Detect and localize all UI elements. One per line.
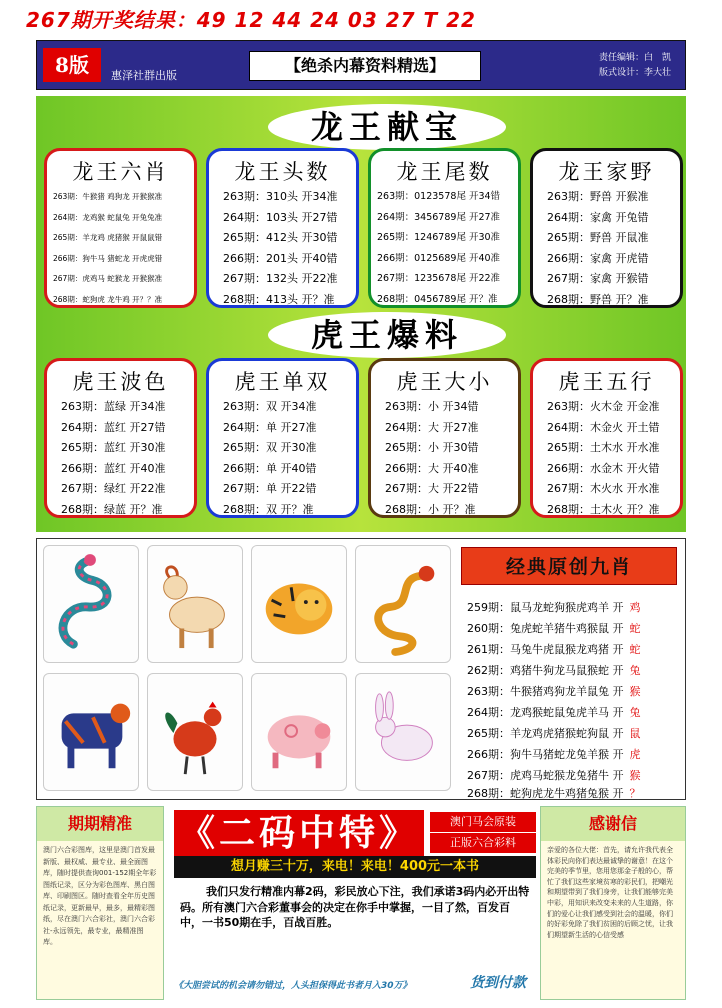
box-tiger-odd-even xyxy=(206,358,359,518)
list-item: 263期：牛猴猪鸡狗龙羊鼠兔 开 猴 xyxy=(467,685,641,698)
list-item: 267期：家禽 开猴错 xyxy=(547,272,649,285)
list-item: 264期：单 开27准 xyxy=(223,420,317,434)
ad-block xyxy=(170,806,536,1000)
ad-paragraph: 我们只发行精准内幕2码，彩民放心下注，我们承诺3码内必开出特码。所有澳门六合彩董事会的决定在你手中掌握，一目了然，百发百中，一书50期在手，百战百胜。 xyxy=(180,885,530,929)
ox-icon xyxy=(43,673,139,791)
list-item: 264期：龙鸡猴蛇鼠兔虎羊马 开 兔 xyxy=(467,706,641,719)
list-item: 264期：蓝红 开27错 xyxy=(61,420,166,434)
rooster-icon xyxy=(147,673,243,791)
list-item: 263期：野兽 开猴准 xyxy=(547,190,649,203)
box-title: 虎王单双 xyxy=(234,370,331,394)
thanks-column xyxy=(540,806,686,1000)
list-item: 266期：单 开40错 xyxy=(223,461,317,475)
list-item: 266期：大 开40准 xyxy=(385,461,479,475)
designer-label: 版式设计：李大壮 xyxy=(599,68,672,78)
list-item: 266期：蓝红 开40准 xyxy=(61,461,166,475)
box-tiger-elements xyxy=(530,358,683,518)
box-dragon-head xyxy=(206,148,359,308)
gallery-text: 澳门六合彩图库，这里是澳门首发最新版、最权威、最专业、最全面图库，随时提供查询001-152期全年彩图纸记录，区分为彩色图库、黑白图库、印刷图区。随时查看全年历史图纸记录，更新最早，最多，最精彩图纸，尽在澳门六合彩社，澳门六合彩社-永远领先，最专业，最精准图库。 xyxy=(43,846,157,946)
list-item: 268期：野兽 开？准 xyxy=(547,292,649,306)
publisher-label: 惠泽社群出版 xyxy=(111,69,177,82)
list-item: 263期：0123578尾 开34错 xyxy=(377,191,501,202)
list-item: 263期：牛猴猪 鸡狗龙 开猴猴准 xyxy=(53,192,163,201)
box-title: 虎王五行 xyxy=(558,370,655,394)
list-item: 266期：0125689尾 开40准 xyxy=(377,252,501,264)
list-item: 259期：鼠马龙蛇狗猴虎鸡羊 开 鸡 xyxy=(467,601,641,614)
snake-icon xyxy=(43,545,139,663)
section-title-tiger: 虎王爆料 xyxy=(268,312,506,358)
page-header xyxy=(36,40,686,90)
list-item: 267期：1235678尾 开22准 xyxy=(377,273,501,284)
list-item: 268期：绿蓝 开？准 xyxy=(61,502,163,516)
predictions-panel xyxy=(36,96,686,532)
list-item: 266期：狗牛马猪蛇龙兔羊猴 开 虎 xyxy=(467,748,641,761)
list-item: 265期：野兽 开鼠准 xyxy=(547,231,649,244)
list-item: 264期：木金火 开土错 xyxy=(547,420,660,434)
ad-slogan: 想月赚三十万，来电！来电！400元一本书 xyxy=(174,856,536,878)
ad-side-label-2: 正版六合彩料 xyxy=(430,833,536,853)
list-item: 267期：虎鸡马 蛇猴龙 开猴猴准 xyxy=(53,274,163,283)
list-item: 263期：小 开34错 xyxy=(385,400,479,413)
bottom-section xyxy=(36,806,686,1002)
gallery-column xyxy=(36,806,164,1000)
box-tiger-color xyxy=(44,358,197,518)
list-item: 268期：413头 开？准 xyxy=(223,292,335,306)
tiger-icon xyxy=(251,545,347,663)
list-item: 264期：3456789尾 开27准 xyxy=(377,211,501,223)
box-dragon-domestic-wild xyxy=(530,148,683,308)
list-item: 263期：310头 开34准 xyxy=(223,190,338,203)
list-item: 265期：羊龙鸡虎猪猴蛇狗鼠 开 鼠 xyxy=(467,727,641,740)
box-title: 龙王尾数 xyxy=(396,160,493,184)
list-item: 262期：鸡猪牛狗龙马鼠猴蛇 开 兔 xyxy=(467,664,641,677)
edition-badge: 8版 xyxy=(43,48,101,82)
editor-label: 责任编辑：白 凯 xyxy=(599,53,672,63)
goat-icon xyxy=(147,545,243,663)
list-item: 268期：小 开？准 xyxy=(385,502,476,516)
list-item: 268期：土木火 开？准 xyxy=(547,502,660,516)
list-item: 263期：火木金 开金准 xyxy=(547,400,660,413)
dragon-icon xyxy=(355,545,451,663)
ad-note: 《大胆尝试的机会请勿错过，人头担保得此书者月入30万》 xyxy=(174,981,412,991)
ad-side-label-1: 澳门马会原装 xyxy=(430,812,536,832)
list-item: 266期：家禽 开虎错 xyxy=(547,251,649,265)
box-title: 龙王家野 xyxy=(558,160,655,184)
editors-credit xyxy=(599,51,671,81)
list-item: 267期：大 开22错 xyxy=(385,482,479,495)
list-item: 264期：龙鸡猴 蛇鼠兔 开兔兔准 xyxy=(53,212,163,222)
list-item: 266期：水金木 开火错 xyxy=(547,461,660,475)
list-item: 267期：木火水 开水准 xyxy=(547,482,660,495)
list-item: 265期：412头 开30错 xyxy=(223,231,338,244)
page-title: 【绝杀内幕资料精选】 xyxy=(249,51,481,81)
list-item: 265期：羊龙鸡 虎猪猴 开鼠鼠错 xyxy=(53,233,163,242)
list-item: 263期：蓝绿 开34准 xyxy=(61,400,166,413)
rabbit-icon xyxy=(355,673,451,791)
list-item: 268期：双 开？准 xyxy=(223,502,314,516)
box-title: 虎王波色 xyxy=(72,370,169,394)
list-item: 267期：虎鸡马蛇猴龙兔猪牛 开 猴 xyxy=(467,769,641,782)
box-title: 龙王六肖 xyxy=(72,160,169,184)
zodiac-section xyxy=(36,538,686,800)
section-title-dragon: 龙王献宝 xyxy=(268,104,506,150)
cash-on-delivery-label: 货到付款 xyxy=(470,975,526,991)
box-title: 龙王头数 xyxy=(234,160,331,184)
nine-zodiac-title: 经典原创九肖 xyxy=(461,547,677,585)
ad-title: 《二码中特》 xyxy=(174,810,424,858)
thanks-title: 感谢信 xyxy=(541,807,685,841)
box-title: 虎王大小 xyxy=(396,370,493,394)
list-item: 261期：马兔牛虎鼠猴龙鸡猪 开 蛇 xyxy=(467,643,641,656)
list-item: 267期：单 开22错 xyxy=(223,482,317,495)
pig-icon xyxy=(251,673,347,791)
box-tiger-big-small xyxy=(368,358,521,518)
list-item: 264期：大 开27准 xyxy=(385,420,479,434)
list-item: 265期：土木水 开水准 xyxy=(547,441,660,454)
list-item: 264期：家禽 开兔错 xyxy=(547,210,649,224)
list-item: 263期：双 开34准 xyxy=(223,400,317,413)
list-item: 268期：0456789尾 开？准 xyxy=(377,293,498,305)
thanks-text: 亲爱的各位大佬：首先，请允许我代表全体彩民向你们表达最诚挚的谢意！在这个完美的季节里，您用您那金子般的心，帮忙了我们这些家境贫寒的彩民们，把嘲光和期望带到了我们身旁，让我们能够完美中彩，用知识来改变未来的人生道路，你们的爱心让我们感受到社会的温暖，你们的好彩免除了我们贫困的后顾之忧，让我们期望新生活的心信受感 xyxy=(547,846,673,939)
list-item: 264期：103头 开27错 xyxy=(223,210,338,224)
list-item: 265期：蓝红 开30准 xyxy=(61,441,166,454)
list-item: 266期：狗牛马 猪蛇龙 开虎虎错 xyxy=(53,253,163,263)
list-item: 265期：1246789尾 开30准 xyxy=(377,232,501,243)
draw-result-banner: 267期开奖结果：49 12 44 24 03 27 T 22 xyxy=(26,8,476,32)
list-item: 268期：蛇狗虎 龙牛鸡 开？？准 xyxy=(53,294,163,304)
box-dragon-six xyxy=(44,148,197,308)
list-item: 268期：蛇狗虎龙牛鸡猪兔猴 开 ？ xyxy=(467,787,641,800)
list-item: 267期：绿红 开22准 xyxy=(61,482,166,495)
list-item: 267期：132头 开22准 xyxy=(223,272,338,285)
box-dragon-tail xyxy=(368,148,521,308)
gallery-title: 期期精准 xyxy=(37,807,163,841)
list-item: 260期：兔虎蛇羊猪牛鸡猴鼠 开 蛇 xyxy=(467,622,641,635)
list-item: 266期：201头 开40错 xyxy=(223,251,338,265)
list-item: 265期：小 开30错 xyxy=(385,441,479,454)
list-item: 265期：双 开30准 xyxy=(223,441,317,454)
